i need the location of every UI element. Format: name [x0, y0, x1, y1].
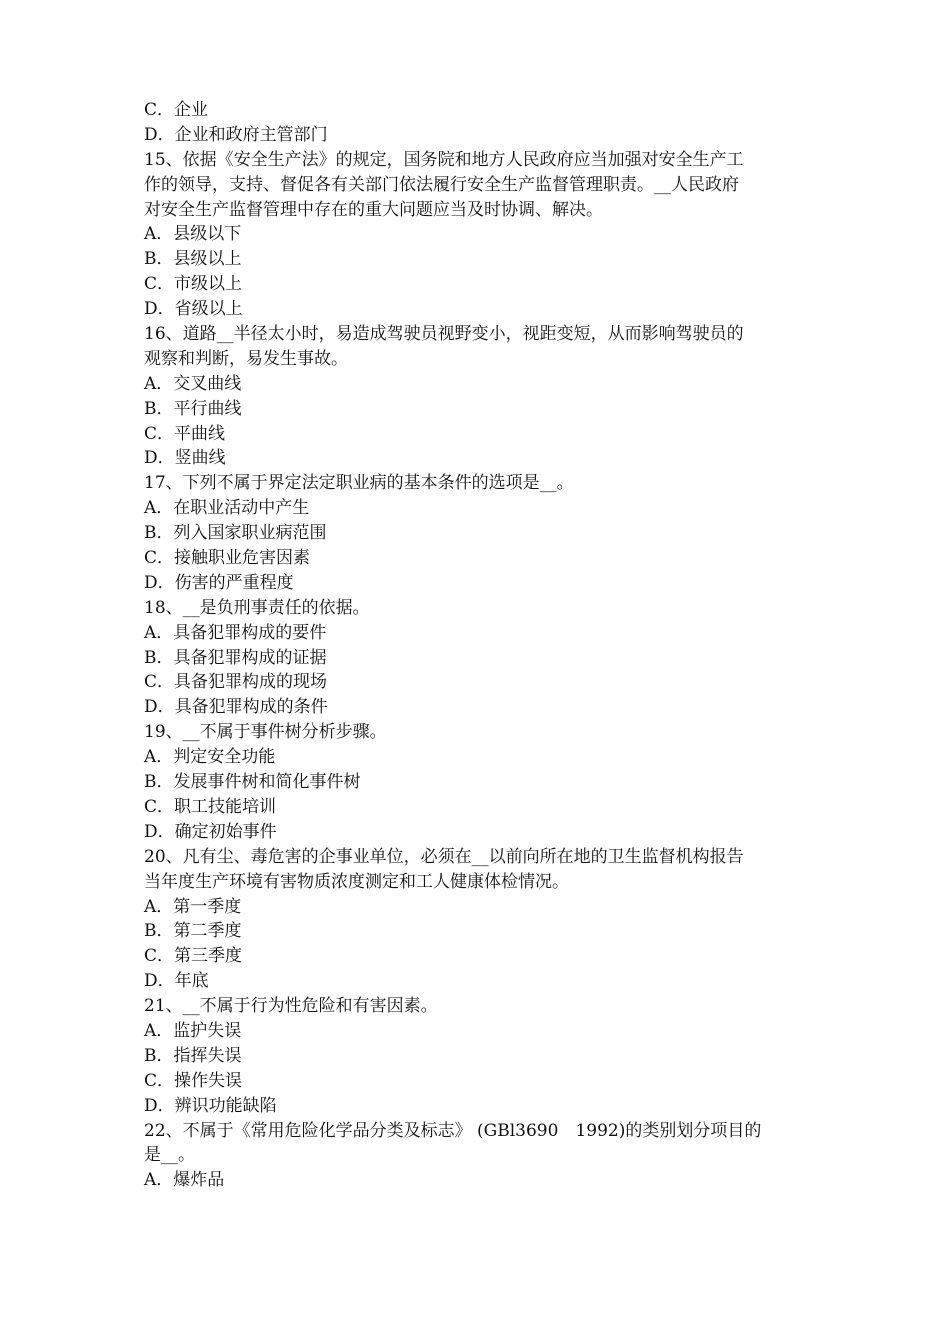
question-text-line: 16、道路__半径太小时，易造成驾驶员视野变小，视距变短，从而影响驾驶员的 [144, 324, 744, 345]
question-text-line: 观察和判断，易发生事故。 [144, 348, 348, 369]
text-line: C．企业 [144, 100, 209, 120]
option-line: C．接触职业危害因素 [144, 548, 311, 569]
text-line: D．企业和政府主管部门 [144, 124, 328, 145]
option-line: B．平行曲线 [144, 398, 242, 419]
option-line: D．具备犯罪构成的条件 [144, 697, 328, 718]
option-line: A．交叉曲线 [144, 373, 242, 394]
option-line: A．判定安全功能 [144, 747, 276, 768]
option-line: C．平曲线 [144, 423, 226, 444]
option-line: D．年底 [144, 971, 209, 992]
option-line: D．确定初始事件 [144, 821, 277, 842]
option-line: D．省级以上 [144, 299, 243, 320]
option-line: C．第三季度 [144, 946, 243, 967]
option-line: A．爆炸品 [144, 1170, 225, 1191]
option-line: C．市级以上 [144, 274, 243, 295]
option-line: B．指挥失误 [144, 1045, 242, 1066]
question-text-line: 22、不属于《常用危险化学品分类及标志》 (GBl3690 1992)的类别划分项目的 [144, 1120, 762, 1141]
option-line: A．在职业活动中产生 [144, 498, 310, 519]
question-text-line: 21、__不属于行为性危险和有害因素。 [144, 996, 438, 1017]
question-text-line: 作的领导，支持、督促各有关部门依法履行安全生产监督管理职责。__人民政府 [144, 174, 739, 195]
question-text-line: 是__。 [144, 1145, 195, 1166]
option-line: A．具备犯罪构成的要件 [144, 622, 327, 643]
option-line: C．具备犯罪构成的现场 [144, 672, 328, 693]
option-line: B．县级以上 [144, 249, 242, 270]
option-line: A．第一季度 [144, 896, 242, 917]
question-text-line: 当年度生产环境有害物质浓度测定和工人健康体检情况。 [144, 871, 569, 892]
question-text-line: 18、__是负刑事责任的依据。 [144, 597, 370, 618]
question-text-line: 对安全生产监督管理中存在的重大问题应当及时协调、解决。 [144, 199, 603, 220]
option-line: A．监护失误 [144, 1020, 242, 1041]
document-page [144, 98, 824, 1193]
option-line: A．县级以下 [144, 224, 242, 245]
option-line: C．操作失误 [144, 1070, 243, 1091]
option-line: B．具备犯罪构成的证据 [144, 647, 327, 668]
question-text-line: 15、依据《安全生产法》的规定，国务院和地方人民政府应当加强对安全生产工 [144, 149, 744, 170]
option-line: D．辨识功能缺陷 [144, 1095, 277, 1116]
question-text-line: 17、下列不属于界定法定职业病的基本条件的选项是__。 [144, 473, 574, 494]
option-line: C．职工技能培训 [144, 796, 277, 817]
option-line: B．列入国家职业病范围 [144, 523, 327, 544]
option-line: D．竖曲线 [144, 448, 226, 469]
option-line: B．发展事件树和简化事件树 [144, 772, 361, 793]
question-text-line: 20、凡有尘、毒危害的企事业单位，必须在__以前向所在地的卫生监督机构报告 [144, 846, 744, 867]
option-line: B．第二季度 [144, 921, 242, 942]
option-line: D．伤害的严重程度 [144, 572, 294, 593]
question-text-line: 19、__不属于事件树分析步骤。 [144, 722, 387, 743]
